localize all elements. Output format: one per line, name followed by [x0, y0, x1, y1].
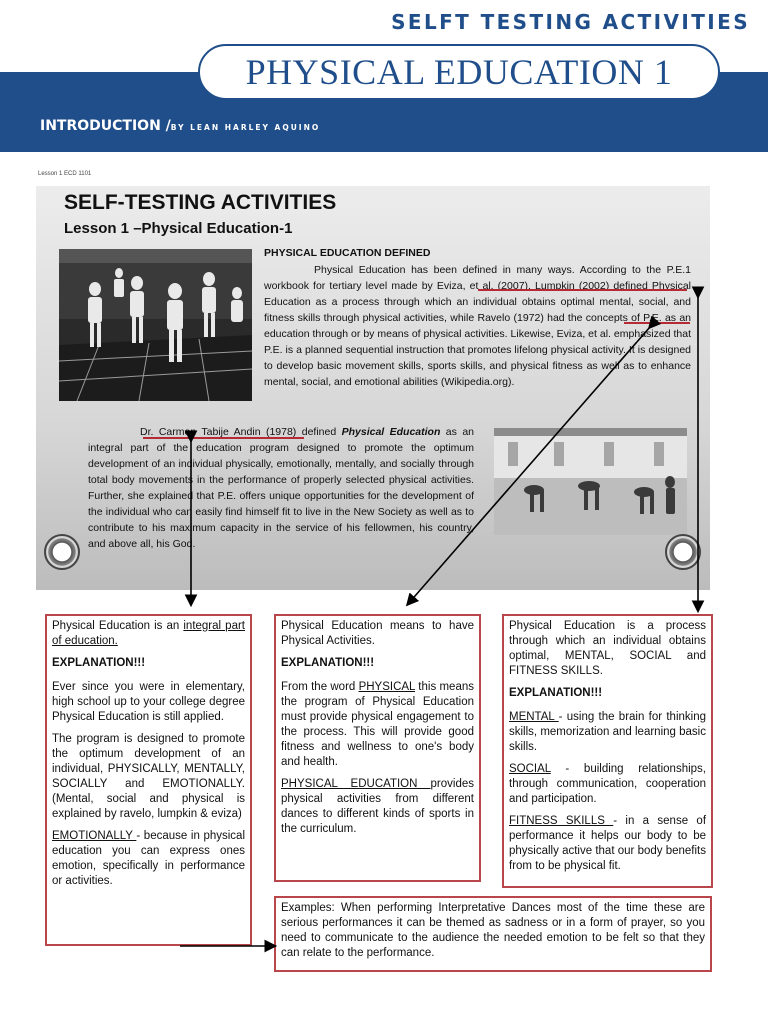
box2-intro: Physical Education means to have Physical Activities. [281, 620, 474, 647]
box2-term-physical-education: PHYSICAL EDUCATION [281, 778, 431, 790]
intro-label: INTRODUCTION / [40, 118, 171, 134]
box1-intro-text: Physical Education is an [52, 620, 184, 632]
box3-term-fitness: FITNESS SKILLS [509, 815, 614, 827]
slide-title: SELF-TESTING ACTIVITIES [64, 191, 337, 214]
box1-paragraph-2: The program is designed to promote the optimum development of an individual, PHYSICALLY, MENTALLY, SOCIALLY and EMOTIONALLY. (Mental, social and physical is explained by ravelo, lumpkin & eviza) [52, 733, 245, 820]
arrow-ravelo-to-box2 [408, 327, 650, 604]
examples-text: Examples: When performing Interpretative Dances most of the time these are serious performances it can be themed as sadness or in a form of prayer, so you need to communicate to the audience the needed emotion to be felt so that they can relate to the performance. [281, 902, 705, 959]
para1-text-c: defined Physical Education as a process through which an individual obtains optimal mental, social, and fitness skills through physical activities, whi [264, 280, 691, 324]
box3-mental-text: - using the brain for thinking skills, memorization and learning basic skills. [509, 711, 706, 753]
lesson-code: Lesson 1 ECD 1101 [38, 171, 92, 177]
box3-intro: Physical Education is a process through which an individual obtains optimal, MENTAL, SOCIAL and FITNESS SKILLS. [509, 620, 706, 677]
box1-intro-underlined: integral part of education. [52, 620, 245, 647]
box3-term-social: SOCIAL [509, 763, 551, 775]
box3-heading: EXPLANATION!!! [509, 687, 603, 699]
page-title: PHYSICAL EDUCATION 1 [198, 44, 720, 100]
box2-p1-text-a: From the word [281, 681, 359, 693]
para1-citation-ravelo: le Ravelo [466, 312, 511, 324]
para2-term: Physical Education [341, 426, 441, 438]
box3-social-text: - building relationships, through communication, cooperation and participation. [509, 763, 706, 805]
para1-text-e: (1972) had the concepts of P.E. as an education through or by means of physical activities. Likewise, Eviza, et al. emphasized that P.E. is a planned sequential instruction that promotes lifelong physical activity. It is designed to develop basic movement skills, sports skills, and physical fitness as well as to enhance mental, social, and emotional abilities (Wikipedia.org). [264, 312, 692, 388]
box3-term-mental: MENTAL [509, 711, 559, 723]
para1-text-a: Physical Education has been defined in many ways. According to the P.E.1 workbook for tertiary level made [264, 264, 691, 292]
definition-heading: PHYSICAL EDUCATION DEFINED [264, 247, 431, 259]
para1-citation-eviza-lumpkin: by Eviza, et al. (2007). Lumpkin (2002) [421, 280, 610, 292]
box1-term-text: - because in physical education you can express ones emotion, specifically in performance or activities. [52, 830, 245, 887]
para2-text-d: as an integral part of the education program designed to promote the optimum development of an individual physically, emotionally, mentally, and socially through total body movements in the performance of properly selected physical activities. Further, she explained that P.E. offers unique opportunities for the development of the individual who can easily find himself fit to live in the New Society as well as to contribute to his maximum capacity in the service of his fellowmen, his country, and above all, his God. [88, 426, 474, 550]
slide-subtitle: Lesson 1 –Physical Education-1 [64, 220, 293, 237]
box2-heading: EXPLANATION!!! [281, 657, 375, 669]
box2-term-physical: PHYSICAL [358, 681, 416, 693]
box1-paragraph-1: Ever since you were in elementary, high school up to your college degree Physical Education is still applied. [52, 681, 245, 723]
para2-text-b: defined [296, 426, 342, 438]
box1-term-emotionally: EMOTIONALLY [52, 830, 137, 842]
para2-citation-andin: Dr. Carmen Tabije Andin (1978) [140, 426, 297, 438]
box2-p1-text-c: this means the program of Physical Education must provide physical engagement to the process. This will provide good fitness and wellness to one's body and health. [281, 681, 474, 768]
top-label: SELFT TESTING ACTIVITIES [391, 10, 750, 34]
box2-p2-text: provides physical activities from different dances to different kinds of sports in the curriculum. [281, 778, 474, 835]
byline: BY LEAN HARLEY AQUINO [170, 123, 321, 132]
box3-fitness-text: - in a sense of performance it helps our body to be physically active that our body benefits from to be physical fit. [509, 815, 707, 872]
box1-heading: EXPLANATION!!! [52, 657, 146, 669]
